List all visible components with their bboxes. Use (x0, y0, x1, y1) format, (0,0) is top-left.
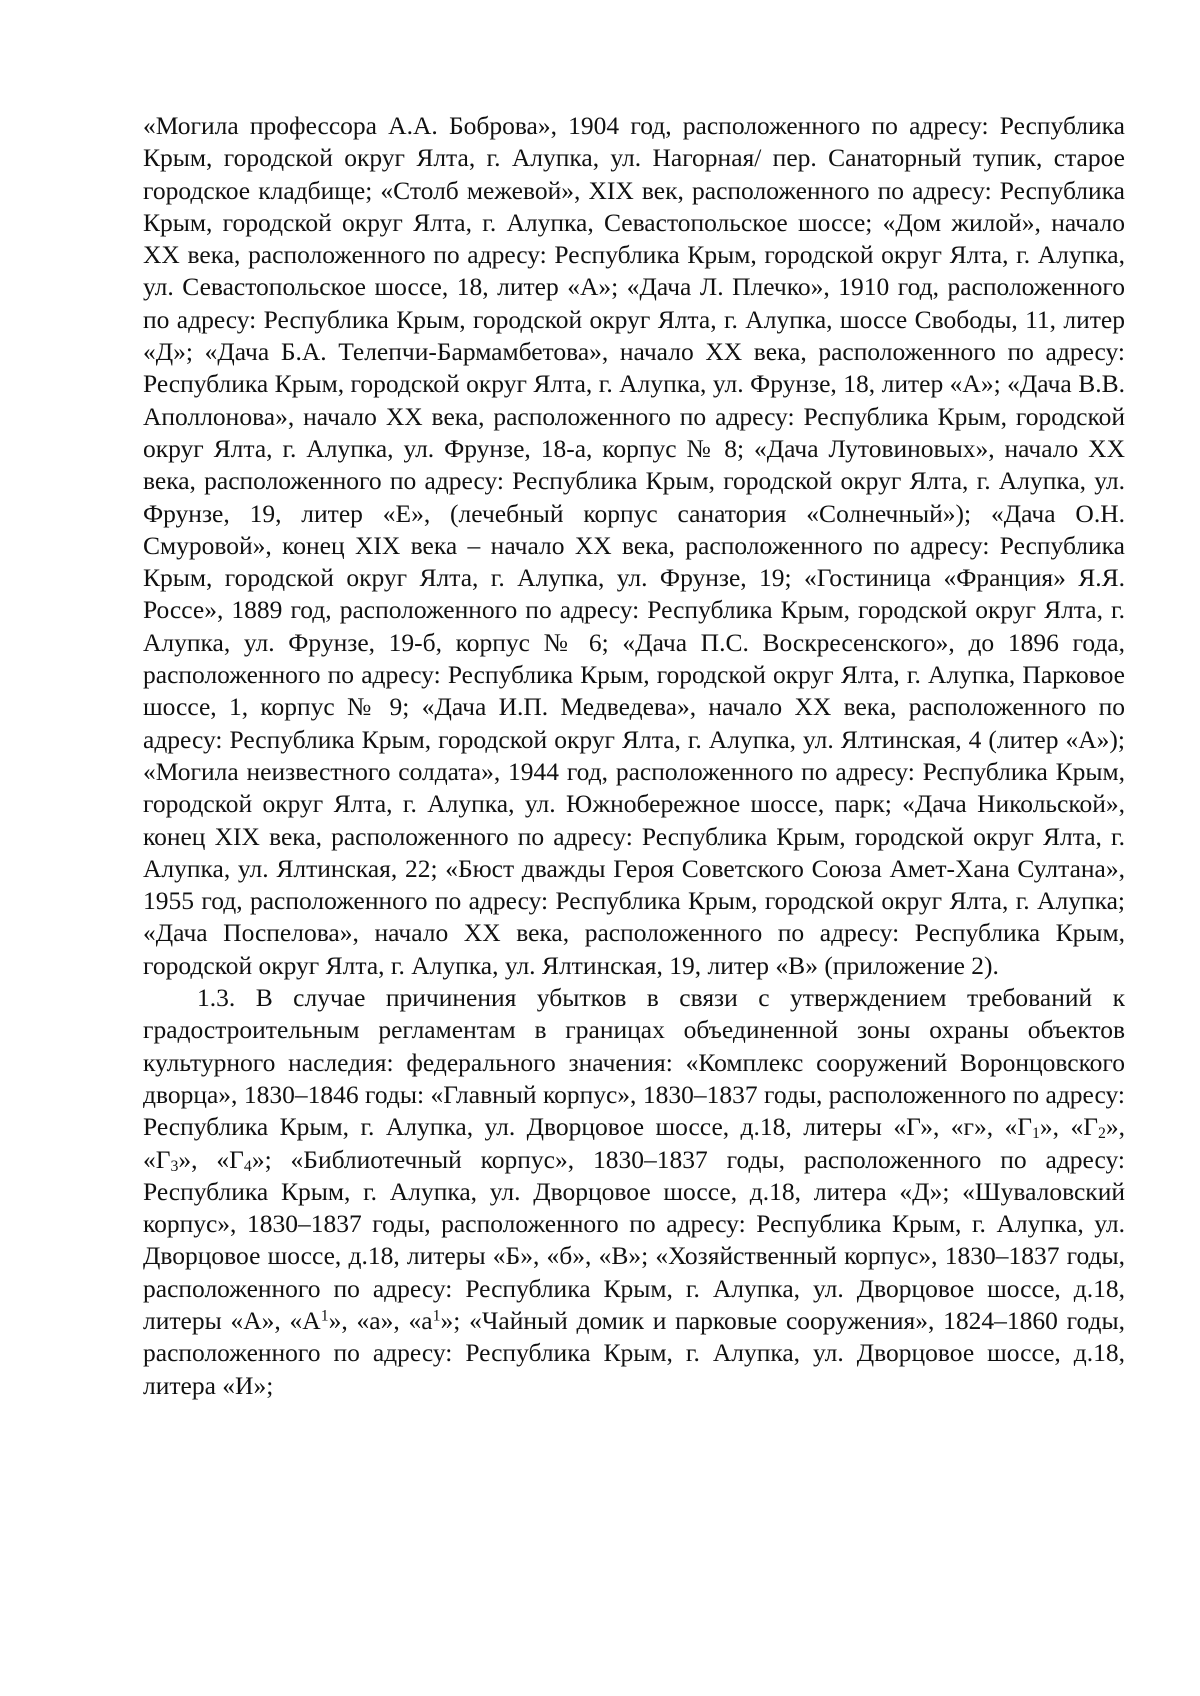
subscript-1: 1 (1032, 1125, 1040, 1143)
paragraph-1-3-text-6: », «а», «а (328, 1305, 433, 1335)
paragraph-1-3-text-3: », «Г (143, 1112, 1125, 1174)
subscript-4: 4 (243, 1157, 252, 1175)
paragraph-1-3-text-1: 1.3. В случае причинения убытков в связи с утверждением требований к градостроительным регламентам в границах объединенной зоны охраны объектов культурного наследия: федерального значения: «Комплекс сооружений Воронцовского дворца», 1830–1846 годы: «Главный корпус», 1830–1837 годы, расположенного по адресу: Республика Крым, г. Алупка, ул. Дворцовое шоссе, д.18, литеры «Г», «г», «Г (143, 983, 1125, 1142)
subscript-3: 3 (170, 1157, 179, 1175)
document-page (143, 110, 1125, 1402)
paragraph-1-3 (143, 982, 1125, 1402)
superscript-2: 1 (432, 1307, 441, 1325)
superscript-1: 1 (320, 1307, 329, 1325)
paragraph-1-3-text-7: »; «Чайный домик и парковые сооружения», 1824–1860 годы, расположенного по адресу: Республика Крым, г. Алупка, ул. Дворцовое шоссе, д.18, литера «И»; (143, 1305, 1125, 1400)
subscript-2: 2 (1097, 1125, 1106, 1143)
paragraph-continued: «Могила профессора А.А. Боброва», 1904 год, расположенного по адресу: Республика Крым, городской округ Ялта, г. Алупка, ул. Нагорная/ пер. Санаторный тупик, старое городское кладбище; «Столб межевой», XIX век, расположенного по адресу: Республика Крым, городской округ Ялта, г. Алупка, Севастопольское шоссе; «Дом жилой», начало XX века, расположенного по адресу: Республика Крым, городской округ Ялта, г. Алупка, ул. Севастопольское шоссе, 18, литер «А»; «Дача Л. Плечко», 1910 год, расположенного по адресу: Республика Крым, городской округ Ялта, г. Алупка, шоссе Свободы, 11, литер «Д»; «Дача Б.А. Телепчи-Бармамбетова», начало XX века, расположенного по адресу: Республика Крым, городской округ Ялта, г. Алупка, ул. Фрунзе, 18, литер «А»; «Дача В.В. Аполлонова», начало XX века, расположенного по адресу: Республика Крым, городской округ Ялта, г. Алупка, ул. Фрунзе, 18-а, корпус № 8; «Дача Лутовиновых», начало XX века, расположенного по адресу: Республика Крым, городской округ Ялта, г. Алупка, ул. Фрунзе, 19, литер «Е», (лечебный корпус санатория «Солнечный»); «Дача О.Н. Смуровой», конец XIX века – начало XX века, расположенного по адресу: Республика Крым, городской округ Ялта, г. Алупка, ул. Фрунзе, 19; «Гостиница «Франция» Я.Я. Россе», 1889 год, расположенного по адресу: Республика Крым, городской округ Ялта, г. Алупка, ул. Фрунзе, 19-б, корпус № 6; «Дача П.С. Воскресенского», до 1896 года, расположенного по адресу: Республика Крым, городской округ Ялта, г. Алупка, Парковое шоссе, 1, корпус № 9; «Дача И.П. Медведева», начало XX века, расположенного по адресу: Республика Крым, городской округ Ялта, г. Алупка, ул. Ялтинская, 4 (литер «А»); «Могила неизвестного солдата», 1944 год, расположенного по адресу: Республика Крым, городской округ Ялта, г. Алупка, ул. Южнобережное шоссе, парк; «Дача Никольской», конец XIX века, расположенного по адресу: Республика Крым, городской округ Ялта, г. Алупка, ул. Ялтинская, 22; «Бюст дважды Героя Советского Союза Амет-Хана Султана», 1955 год, расположенного по адресу: Республика Крым, городской округ Ялта, г. Алупка; «Дача Поспелова», начало XX века, расположенного по адресу: Республика Крым, городской округ Ялта, г. Алупка, ул. Ялтинская, 19, литер «В» (приложение 2). (143, 111, 1125, 980)
paragraph-1-3-text-5: »; «Библиотечный корпус», 1830–1837 годы, расположенного по адресу: Республика Крым, г. Алупка, ул. Дворцовое шоссе, д.18, литера «Д»; «Шуваловский корпус», 1830–1837 годы, расположенного по адресу: Республика Крым, г. Алупка, ул. Дворцовое шоссе, д.18, литеры «Б», «б», «В»; «Хозяйственный корпус», 1830–1837 годы, расположенного по адресу: Республика Крым, г. Алупка, ул. Дворцовое шоссе, д.18, литеры «А», «А (143, 1144, 1125, 1335)
paragraph-1-3-text-2: », «Г (1039, 1112, 1098, 1142)
paragraph-1-3-text-4: », «Г (178, 1144, 244, 1174)
